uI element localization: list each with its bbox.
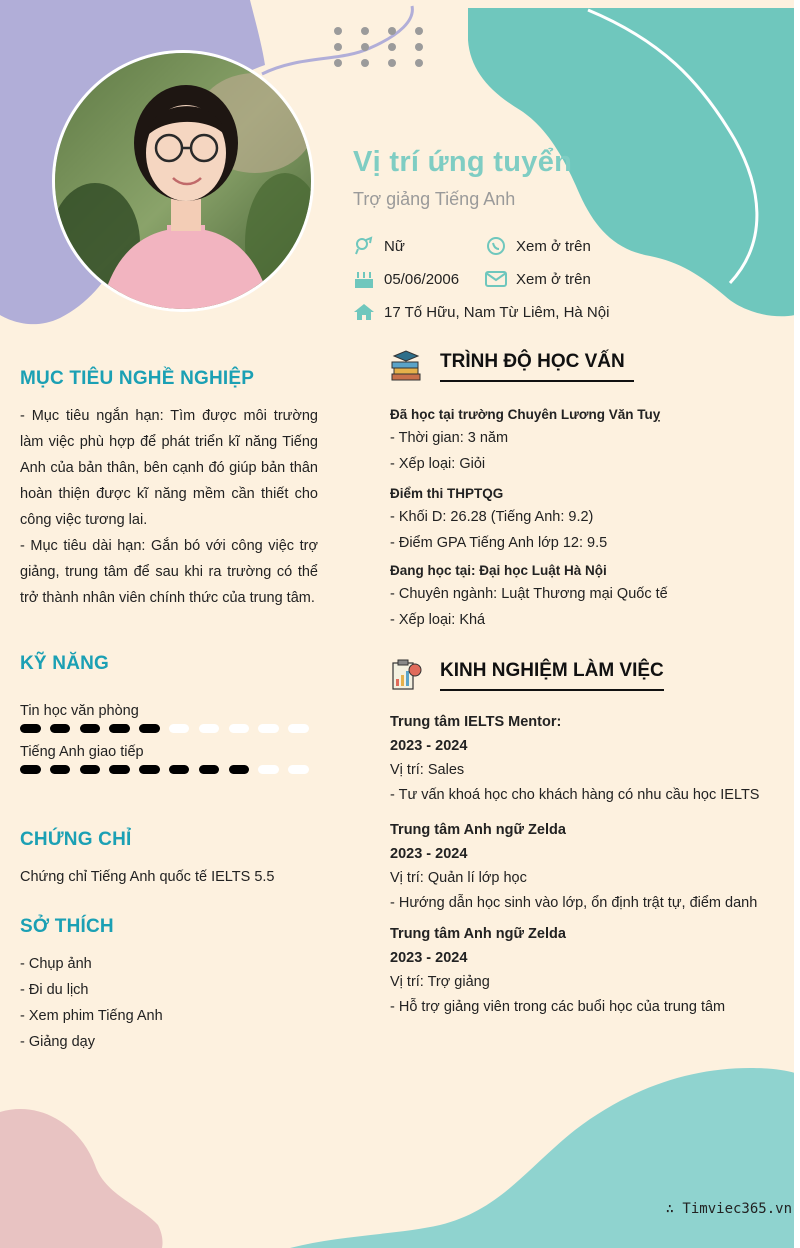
skill-label: Tiếng Anh giao tiếp xyxy=(20,744,144,760)
hobby-item: - Xem phim Tiếng Anh xyxy=(20,1008,163,1024)
certificate-item: Chứng chỉ Tiếng Anh quốc tế IELTS 5.5 xyxy=(20,869,275,885)
position-title: Vị trí ứng tuyển xyxy=(353,146,573,178)
skill-item xyxy=(20,703,318,733)
clipboard-chart-icon xyxy=(390,659,422,691)
education-group xyxy=(390,484,780,556)
position-subtitle: Trợ giảng Tiếng Anh xyxy=(353,189,516,209)
experience-item xyxy=(390,710,780,808)
skill-rating xyxy=(20,724,318,733)
experience-period: 2023 - 2024 xyxy=(390,950,468,966)
education-group xyxy=(390,561,780,633)
experience-desc: - Tư vấn khoá học cho khách hàng có nhu cầu học IELTS xyxy=(390,787,760,803)
email-row xyxy=(485,269,591,289)
skill-dot-filled xyxy=(80,765,101,774)
experience-item xyxy=(390,818,780,916)
hobbies-section xyxy=(20,916,318,1055)
education-heading: TRÌNH ĐỘ HỌC VẤN xyxy=(440,351,634,382)
skill-dot-empty xyxy=(288,724,309,733)
experience-list xyxy=(390,710,780,1020)
home-icon xyxy=(353,302,375,322)
experience-item xyxy=(390,922,780,1020)
skill-dot-filled xyxy=(109,724,130,733)
skill-dot-filled xyxy=(20,724,41,733)
certificates-heading: CHỨNG CHỈ xyxy=(20,829,132,850)
skill-dot-filled xyxy=(169,765,190,774)
cake-icon xyxy=(353,269,375,289)
experience-company: Trung tâm Anh ngữ Zelda xyxy=(390,926,566,942)
gender-row xyxy=(353,236,405,256)
experience-role: Vị trí: Sales xyxy=(390,762,465,778)
experience-desc: - Hướng dẫn học sinh vào lớp, ổn định trật tự, điểm danh xyxy=(390,895,758,911)
objective-section xyxy=(20,368,318,611)
education-group xyxy=(390,405,780,477)
education-line: - Chuyên ngành: Luật Thương mại Quốc tế xyxy=(390,586,668,602)
education-line: - Điểm GPA Tiếng Anh lớp 12: 9.5 xyxy=(390,535,608,551)
skill-dot-empty xyxy=(258,765,279,774)
experience-heading: KINH NGHIỆM LÀM VIỆC xyxy=(440,660,664,691)
certificates-section xyxy=(20,829,318,890)
experience-role: Vị trí: Trợ giảng xyxy=(390,974,490,990)
education-title: Đang học tại: Đại học Luật Hà Nội xyxy=(390,563,607,578)
education-line: - Xếp loại: Khá xyxy=(390,612,486,628)
skill-dot-empty xyxy=(288,765,309,774)
skills-section xyxy=(20,653,318,774)
hobby-item: - Đi du lịch xyxy=(20,982,89,998)
brand-watermark[interactable]: ∴ Timviec365.vn xyxy=(665,1201,792,1217)
skill-dot-empty xyxy=(229,724,250,733)
skill-dot-filled xyxy=(50,765,71,774)
skill-dot-filled xyxy=(20,765,41,774)
skill-dot-filled xyxy=(139,765,160,774)
hobbies-heading: SỞ THÍCH xyxy=(20,916,114,937)
hobby-item: - Giảng dạy xyxy=(20,1034,95,1050)
skill-dot-empty xyxy=(199,724,220,733)
gender-icon xyxy=(353,236,375,256)
skill-dot-empty xyxy=(169,724,190,733)
skill-dot-filled xyxy=(109,765,130,774)
education-title: Điểm thi THPTQG xyxy=(390,486,504,501)
skill-dot-filled xyxy=(229,765,250,774)
experience-header xyxy=(390,659,664,691)
experience-company: Trung tâm IELTS Mentor: xyxy=(390,714,562,730)
profile-photo xyxy=(52,50,314,312)
education-list xyxy=(390,405,780,633)
skill-dot-filled xyxy=(50,724,71,733)
skill-dot-filled xyxy=(139,724,160,733)
hobby-item: - Chụp ảnh xyxy=(20,956,92,972)
address-value: 17 Tố Hữu, Nam Từ Liêm, Hà Nội xyxy=(384,303,610,321)
page-edge xyxy=(794,0,800,1248)
phone-row xyxy=(485,236,591,256)
skill-dot-empty xyxy=(258,724,279,733)
education-title: Đã học tại trường Chuyên Lương Văn Tuỵ xyxy=(390,407,661,422)
experience-period: 2023 - 2024 xyxy=(390,846,468,862)
mail-icon xyxy=(485,269,507,289)
objective-long: - Mục tiêu dài hạn: Gắn bó với công việc trợ giảng, trung tâm để sau khi ra trường có thể trở thành nhân viên chính thức của trung tâm. xyxy=(20,538,318,606)
objective-heading: MỤC TIÊU NGHỀ NGHIỆP xyxy=(20,368,255,389)
phone-icon xyxy=(485,236,507,256)
experience-desc: - Hỗ trợ giảng viên trong các buổi học của trung tâm xyxy=(390,999,726,1015)
birthday-row xyxy=(353,269,459,289)
skill-label: Tin học văn phòng xyxy=(20,703,139,719)
address-row xyxy=(353,302,609,322)
education-header xyxy=(390,350,634,382)
skill-rating xyxy=(20,765,318,774)
graduation-books-icon xyxy=(390,350,422,382)
objective-short: - Mục tiêu ngắn hạn: Tìm được môi trường làm việc phù hợp để phát triển kĩ năng Tiếng Anh của bản thân, bên cạnh đó giúp bản thân hoàn thiện được kĩ năng mềm cần thiết cho công việc tương lai. xyxy=(20,408,318,528)
phone-value[interactable]: Xem ở trên xyxy=(516,237,591,255)
experience-period: 2023 - 2024 xyxy=(390,738,468,754)
skills-heading: KỸ NĂNG xyxy=(20,653,110,674)
experience-company: Trung tâm Anh ngữ Zelda xyxy=(390,822,566,838)
experience-role: Vị trí: Quản lí lớp học xyxy=(390,870,527,886)
gender-value: Nữ xyxy=(384,237,405,255)
email-value[interactable]: Xem ở trên xyxy=(516,270,591,288)
education-line: - Thời gian: 3 năm xyxy=(390,430,509,446)
skill-dot-filled xyxy=(199,765,220,774)
birthday-value: 05/06/2006 xyxy=(384,270,460,288)
education-line: - Xếp loại: Giỏi xyxy=(390,456,486,472)
education-line: - Khối D: 26.28 (Tiếng Anh: 9.2) xyxy=(390,509,594,525)
skill-item xyxy=(20,744,318,774)
skill-dot-filled xyxy=(80,724,101,733)
